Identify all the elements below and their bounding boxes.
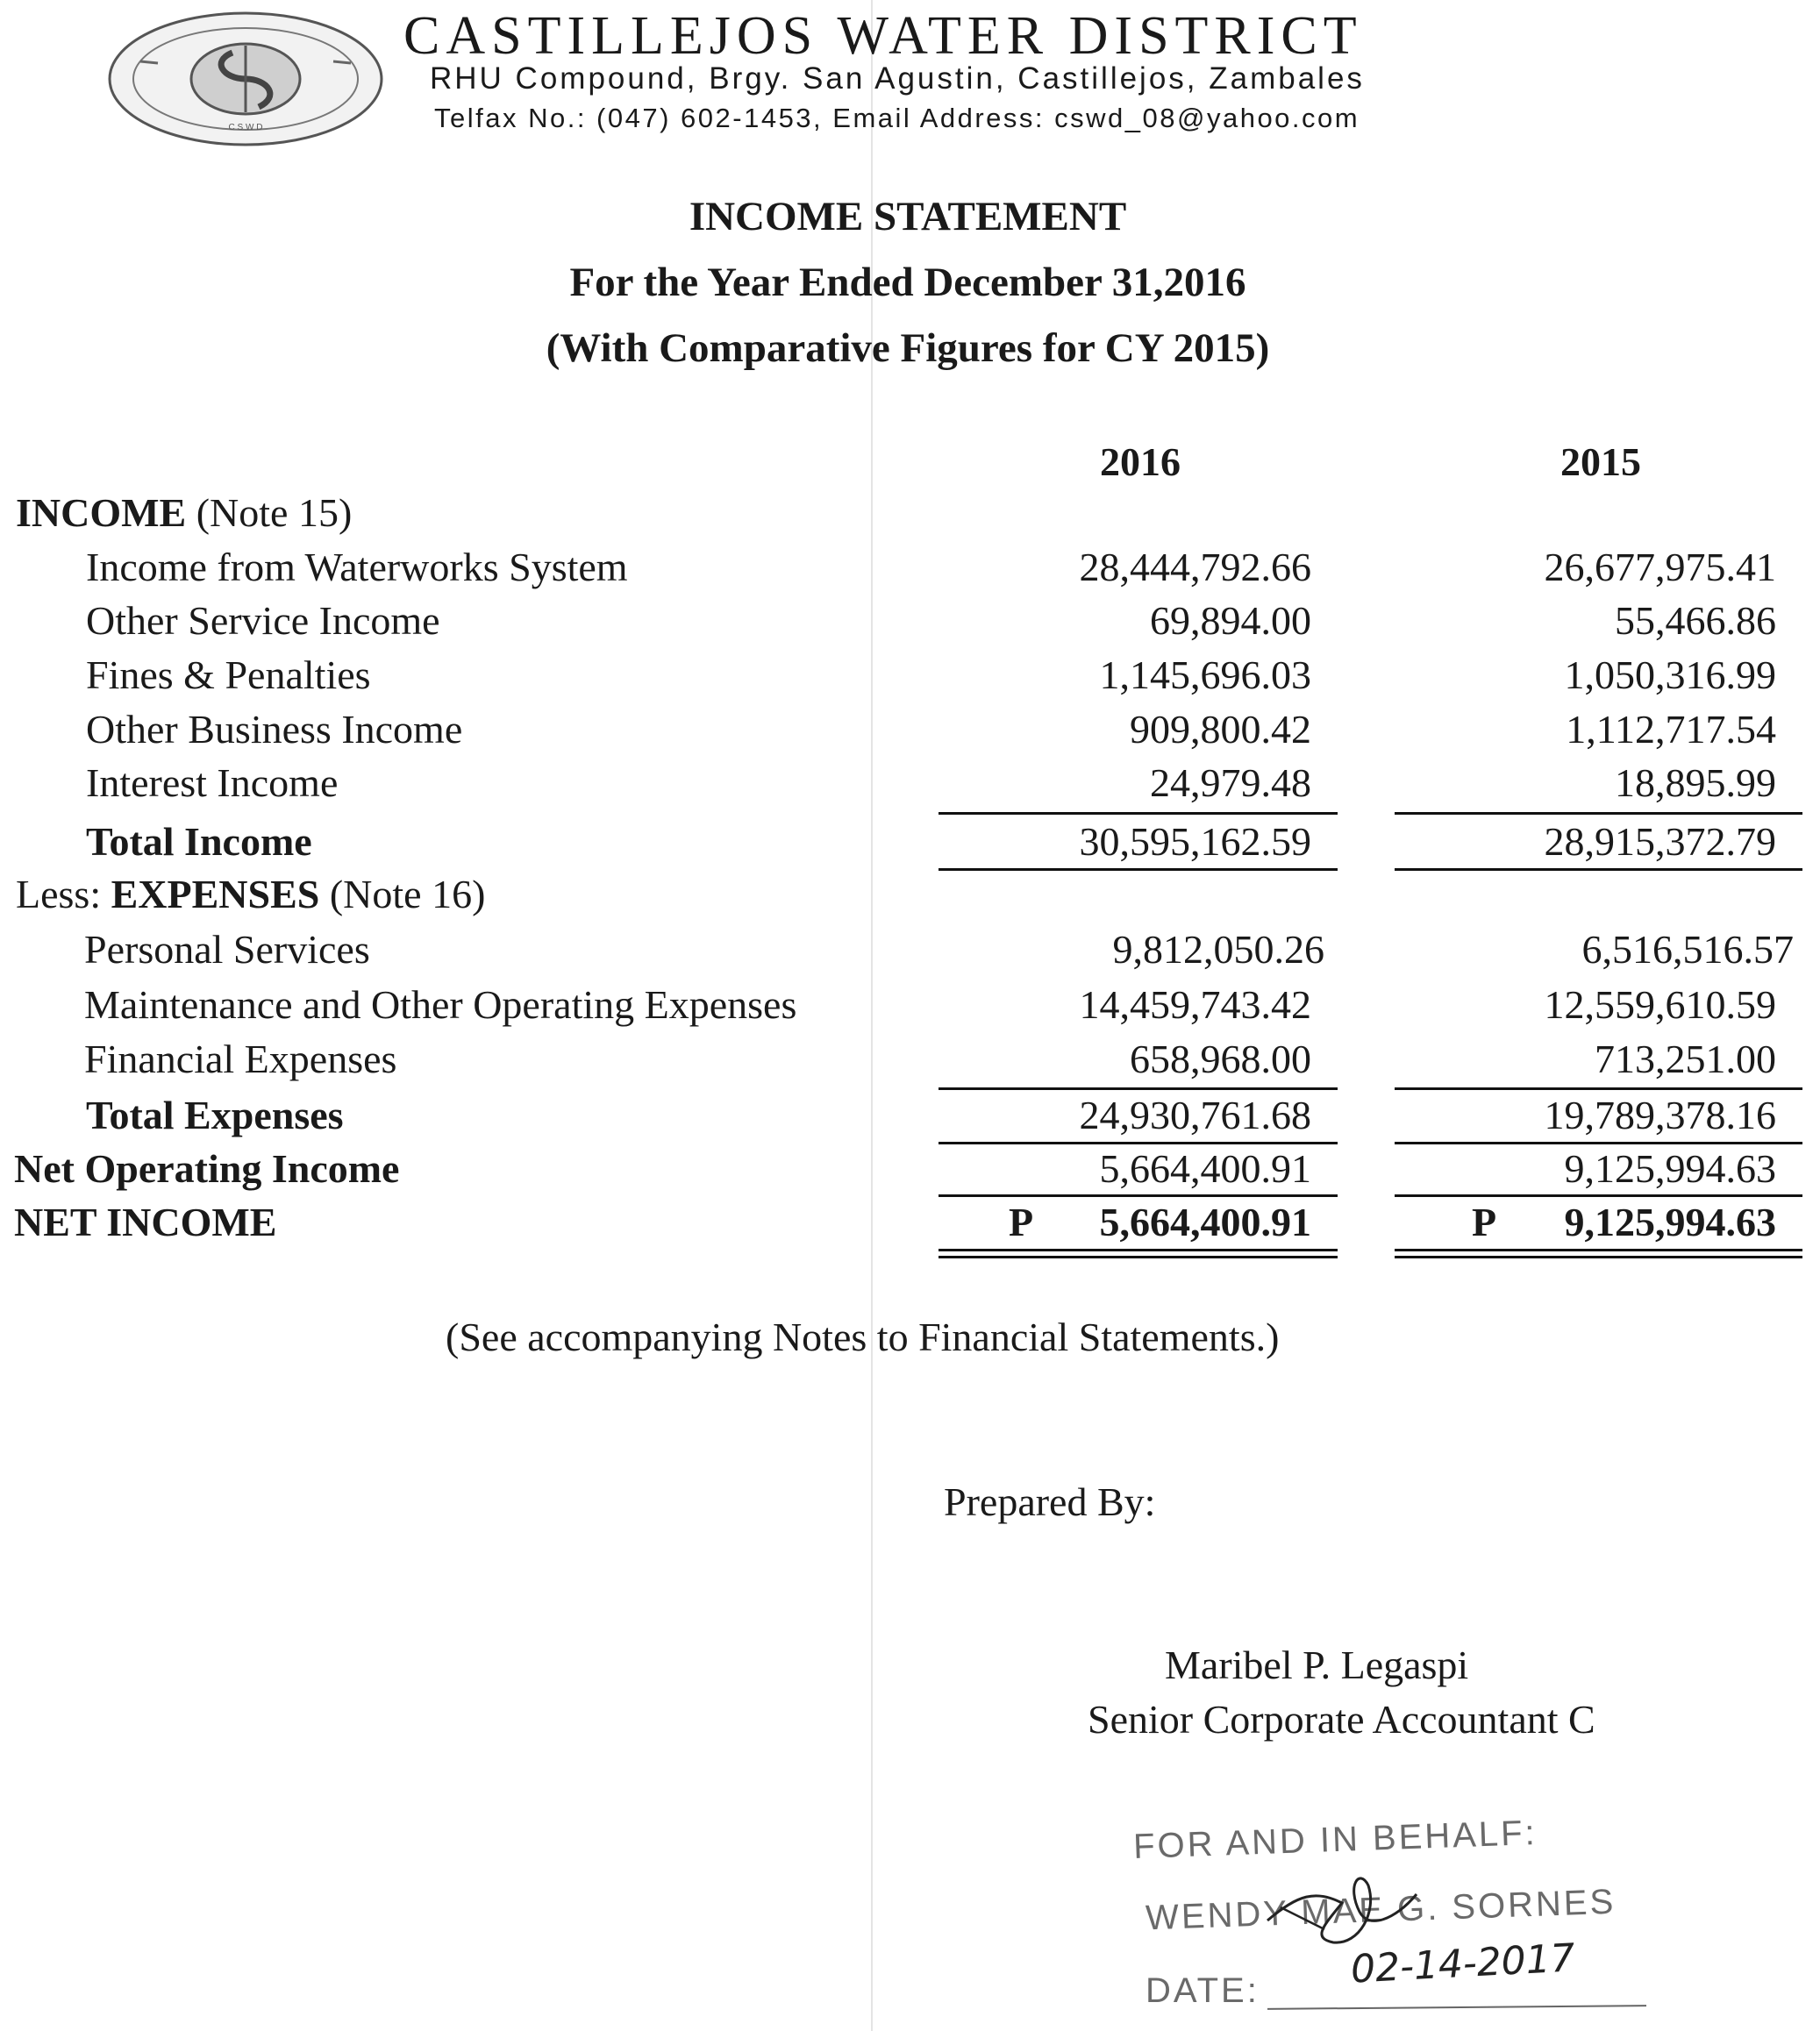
value-2015: 55,466.86 bbox=[1615, 598, 1776, 643]
stamp-signatory-name: WENDY MAE G. SORNES bbox=[1145, 1882, 1617, 1938]
expenses-heading-label: EXPENSES bbox=[111, 872, 320, 916]
total-income-label: Total Income bbox=[86, 819, 312, 864]
prepared-by-label: Prepared By: bbox=[944, 1479, 1156, 1524]
total-expenses-2015: 19,789,378.16 bbox=[1544, 1093, 1776, 1137]
net-income-2016: 5,664,400.91 bbox=[1099, 1200, 1311, 1244]
handwritten-signature bbox=[1263, 1859, 1421, 1964]
subtotal-rule-2015 bbox=[1395, 812, 1802, 815]
expenses-heading-row bbox=[0, 868, 1820, 921]
table-row bbox=[0, 757, 1820, 809]
value-2016: 658,968.00 bbox=[1130, 1037, 1311, 1081]
income-note-ref: (Note 15) bbox=[196, 490, 353, 535]
row-label: Financial Expenses bbox=[84, 1037, 397, 1081]
total-income-2015: 28,915,372.79 bbox=[1544, 819, 1776, 864]
double-rule-top-2015 bbox=[1395, 1249, 1802, 1251]
value-2015: 1,112,717.54 bbox=[1566, 707, 1776, 752]
date-line bbox=[1267, 2005, 1646, 2010]
net-operating-income-2016: 5,664,400.91 bbox=[1099, 1146, 1311, 1191]
value-2016: 9,812,050.26 bbox=[1112, 927, 1324, 972]
statement-title: INCOME STATEMENT bbox=[689, 194, 1127, 239]
svg-text:C S W D: C S W D bbox=[228, 123, 263, 132]
water-district-seal-logo bbox=[105, 9, 386, 149]
total-expenses-label: Total Expenses bbox=[86, 1093, 344, 1137]
subtotal-rule-2016 bbox=[939, 812, 1338, 815]
expenses-note-ref: (Note 16) bbox=[329, 872, 486, 916]
income-heading-row bbox=[0, 487, 1820, 539]
row-label: Personal Services bbox=[84, 927, 370, 972]
row-label: Other Service Income bbox=[86, 598, 440, 643]
preparer-name: Maribel P. Legaspi bbox=[1165, 1643, 1469, 1687]
column-header-2016: 2016 bbox=[1100, 439, 1181, 484]
handwritten-date: 02-14-2017 bbox=[1349, 1935, 1576, 1992]
table-row bbox=[0, 979, 1820, 1031]
income-heading-label: INCOME bbox=[16, 490, 187, 535]
stamp-date-label: DATE: bbox=[1146, 1971, 1260, 2010]
total-expenses-row bbox=[0, 1089, 1820, 1142]
table-row bbox=[0, 595, 1820, 647]
value-2015: 12,559,610.59 bbox=[1544, 982, 1776, 1027]
value-2016: 909,800.42 bbox=[1130, 707, 1311, 752]
value-2016: 14,459,743.42 bbox=[1079, 982, 1311, 1027]
letterhead-contact: Telfax No.: (047) 602-1453, Email Address: cswd_08@yahoo.com bbox=[434, 103, 1360, 133]
double-rule-bottom-2015 bbox=[1395, 1256, 1802, 1258]
value-2016: 24,979.48 bbox=[1150, 760, 1311, 805]
row-label: Interest Income bbox=[86, 760, 339, 805]
value-2016: 69,894.00 bbox=[1150, 598, 1311, 643]
net-income-row bbox=[0, 1196, 1820, 1249]
income-heading bbox=[16, 487, 352, 539]
table-row bbox=[0, 703, 1820, 756]
value-2016: 28,444,792.66 bbox=[1079, 545, 1311, 589]
table-row bbox=[0, 541, 1820, 594]
row-label: Maintenance and Other Operating Expenses bbox=[84, 982, 797, 1027]
currency-symbol-2016: P bbox=[1009, 1200, 1034, 1244]
total-income-row bbox=[0, 816, 1820, 868]
value-2015: 6,516,516.57 bbox=[1581, 927, 1794, 972]
letterhead-organization-name: CASTILLEJOS WATER DISTRICT bbox=[403, 6, 1363, 66]
net-operating-income-2015: 9,125,994.63 bbox=[1564, 1146, 1776, 1191]
row-label: Other Business Income bbox=[86, 707, 463, 752]
value-2015: 26,677,975.41 bbox=[1544, 545, 1776, 589]
row-label: Fines & Penalties bbox=[86, 652, 371, 697]
stamp-on-behalf: FOR AND IN BEHALF: bbox=[1132, 1813, 1538, 1867]
table-row bbox=[0, 923, 1820, 976]
value-2016: 1,145,696.03 bbox=[1099, 652, 1311, 697]
letterhead-address: RHU Compound, Brgy. San Agustin, Castillejos, Zambales bbox=[430, 61, 1365, 96]
value-2015: 18,895.99 bbox=[1615, 760, 1776, 805]
preparer-position: Senior Corporate Accountant C bbox=[1088, 1697, 1595, 1742]
expenses-heading bbox=[16, 868, 485, 921]
value-2015: 713,251.00 bbox=[1595, 1037, 1776, 1081]
total-expenses-2016: 24,930,761.68 bbox=[1079, 1093, 1311, 1137]
net-income-label: NET INCOME bbox=[14, 1200, 277, 1244]
net-operating-income-row bbox=[0, 1143, 1820, 1195]
expenses-prefix: Less: bbox=[16, 872, 102, 916]
net-operating-income-label: Net Operating Income bbox=[14, 1146, 400, 1191]
row-label: Income from Waterworks System bbox=[86, 545, 628, 589]
column-header-2015: 2015 bbox=[1560, 439, 1641, 484]
double-rule-top-2016 bbox=[939, 1249, 1338, 1251]
table-row bbox=[0, 649, 1820, 702]
currency-symbol-2015: P bbox=[1472, 1200, 1497, 1244]
notes-reference: (See accompanying Notes to Financial Statements.) bbox=[446, 1315, 1280, 1359]
double-rule-bottom-2016 bbox=[939, 1256, 1338, 1258]
value-2015: 1,050,316.99 bbox=[1564, 652, 1776, 697]
net-income-2015: 9,125,994.63 bbox=[1564, 1200, 1776, 1244]
table-row bbox=[0, 1033, 1820, 1086]
statement-comparative-note: (With Comparative Figures for CY 2015) bbox=[546, 325, 1270, 371]
total-income-2016: 30,595,162.59 bbox=[1079, 819, 1311, 864]
statement-period: For the Year Ended December 31,2016 bbox=[569, 260, 1246, 305]
